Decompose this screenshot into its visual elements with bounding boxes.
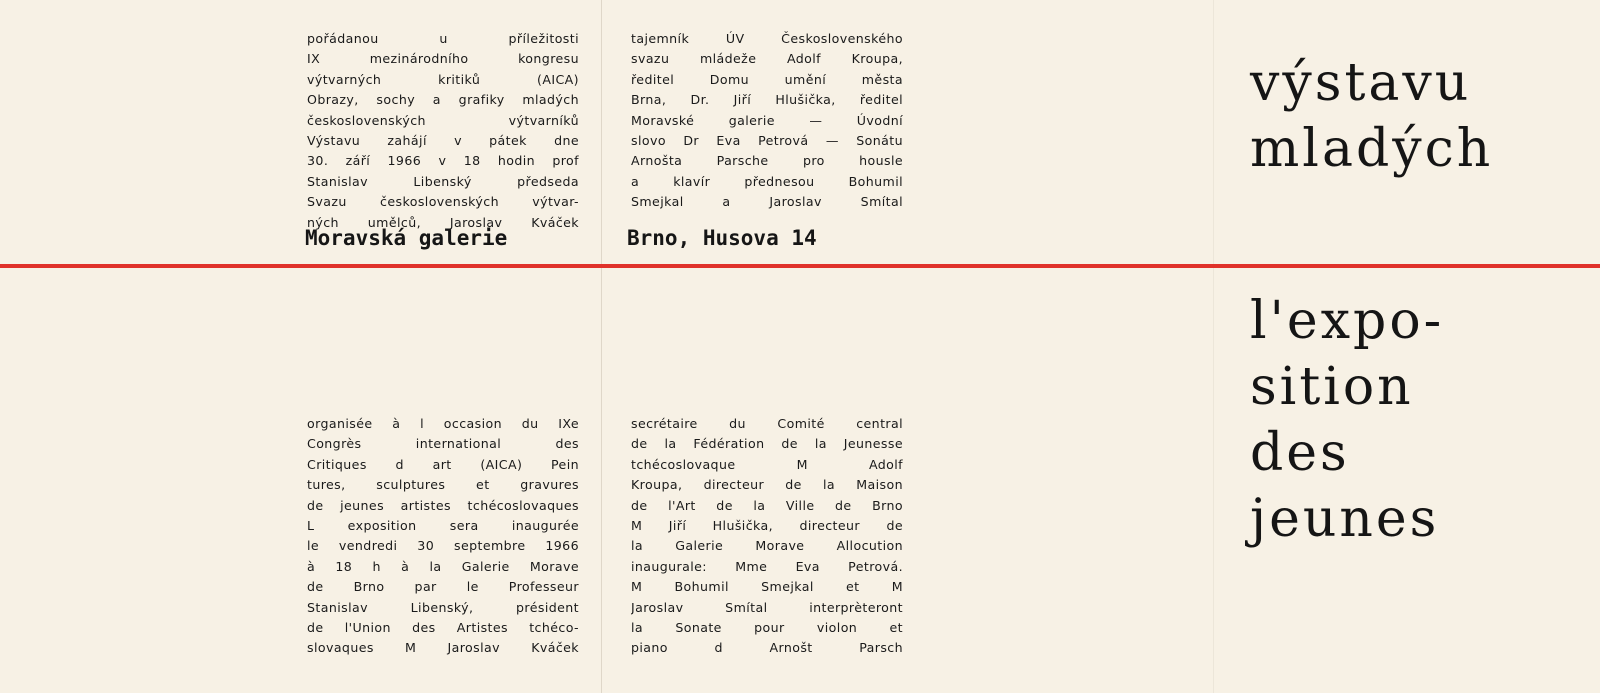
text-line: organisée à l occasion du IXe bbox=[307, 416, 579, 431]
text-line: M Jiří Hlušička, directeur de bbox=[631, 518, 903, 534]
text-line: tajemník ÚV Československého bbox=[631, 31, 903, 46]
title-line: mladých bbox=[1250, 119, 1494, 179]
title-line: sition bbox=[1250, 357, 1414, 417]
text-line: la Galerie Morave Allocution bbox=[631, 538, 903, 554]
text-line: tchécoslovaque M Adolf bbox=[631, 456, 903, 472]
text-line: slovo Dr Eva Petrová — Sonátu bbox=[631, 133, 903, 149]
text-line: Arnošta Parsche pro housle bbox=[631, 153, 903, 169]
text-line: Critiques d art (AICA) Pein bbox=[307, 456, 579, 472]
text-line: Moravské galerie — Úvodní bbox=[631, 112, 903, 128]
text-line: Brna, Dr. Jiří Hlušička, ředitel bbox=[631, 92, 903, 108]
text-line: Congrès international des bbox=[307, 436, 579, 452]
text-line: Obrazy, sochy a grafiky mladých bbox=[307, 92, 579, 108]
fold-line bbox=[1213, 0, 1214, 693]
text-line: de jeunes artistes tchécoslovaques bbox=[307, 497, 579, 513]
text-line: de la Fédération de la Jeunesse bbox=[631, 436, 903, 452]
french-title bbox=[1250, 288, 1444, 552]
text-line: Svazu československých výtvar- bbox=[307, 194, 579, 210]
text-line: Kroupa, directeur de la Maison bbox=[631, 477, 903, 493]
text-line: piano d Arnošt Parsch bbox=[631, 640, 903, 656]
text-line: tures, sculptures et gravures bbox=[307, 477, 579, 493]
red-divider bbox=[0, 264, 1600, 268]
text-line: inaugurale: Mme Eva Petrová. bbox=[631, 558, 903, 574]
text-line: secrétaire du Comité central bbox=[631, 416, 903, 431]
text-line: pořádanou u příležitosti bbox=[307, 31, 579, 46]
text-line: výtvarných kritiků (AICA) bbox=[307, 71, 579, 87]
text-line: československých výtvarníků bbox=[307, 112, 579, 128]
text-line: de Brno par le Professeur bbox=[307, 579, 579, 595]
french-text-left bbox=[307, 414, 579, 659]
text-line: ředitel Domu umění města bbox=[631, 71, 903, 87]
french-text-right bbox=[631, 414, 903, 659]
text-line: ných umělců, Jaroslav Kváček bbox=[307, 214, 579, 230]
title-line: jeunes bbox=[1250, 489, 1440, 549]
venue-stamp: Moravská galerie bbox=[305, 226, 508, 250]
text-line: Stanislav Libenský předseda bbox=[307, 173, 579, 189]
fold-line bbox=[601, 0, 602, 693]
text-line: M Bohumil Smejkal et M bbox=[631, 579, 903, 595]
text-line: à 18 h à la Galerie Morave bbox=[307, 558, 579, 574]
czech-title bbox=[1250, 50, 1493, 182]
text-line: de l'Art de la Ville de Brno bbox=[631, 497, 903, 513]
text-line: a klavír přednesou Bohumil bbox=[631, 173, 903, 189]
text-line: Výstavu zahájí v pátek dne bbox=[307, 133, 579, 149]
title-line: des bbox=[1250, 423, 1350, 483]
text-line: slovaques M Jaroslav Kváček bbox=[307, 640, 579, 656]
text-line: IX mezinárodního kongresu bbox=[307, 51, 579, 67]
text-line: Jaroslav Smítal interprèteront bbox=[631, 599, 903, 615]
text-line: svazu mládeže Adolf Kroupa, bbox=[631, 51, 903, 67]
text-line: Stanislav Libenský, président bbox=[307, 599, 579, 615]
text-line: de l'Union des Artistes tchéco- bbox=[307, 620, 579, 636]
text-line: le vendredi 30 septembre 1966 bbox=[307, 538, 579, 554]
title-line: l'expo- bbox=[1250, 291, 1445, 351]
address-stamp: Brno, Husova 14 bbox=[627, 226, 817, 250]
text-line: 30. září 1966 v 18 hodin prof bbox=[307, 153, 579, 169]
title-line: výstavu bbox=[1250, 53, 1472, 113]
czech-text-left bbox=[307, 29, 579, 233]
text-line: L exposition sera inaugurée bbox=[307, 518, 579, 534]
text-line: Smejkal a Jaroslav Smítal bbox=[631, 194, 903, 210]
text-line: la Sonate pour violon et bbox=[631, 620, 903, 636]
czech-text-right bbox=[631, 29, 903, 213]
